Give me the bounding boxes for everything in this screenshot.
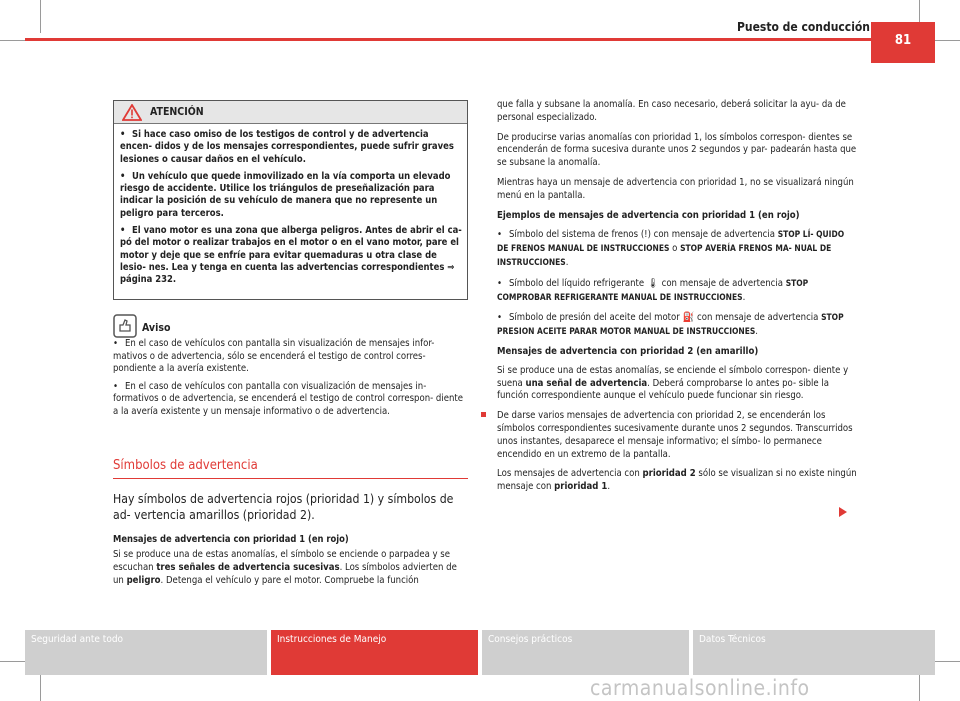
paragraph: Mientras haya un mensaje de advertencia con prioridad 1, no se visualizará ningún menú en la pantalla. [497, 176, 854, 201]
examples-heading: Ejemplos de mensajes de advertencia con prioridad 1 (en rojo) [497, 209, 800, 221]
paragraph: Si se produce una de estas anomalías, se enciende el símbolo correspon- diente y suena una señal de advertencia. Deberá comprobarse lo antes po- sible la función correspondiente aunque el vehículo puede funcionar sin riesgo. [497, 364, 849, 402]
note-item: • En el caso de vehículos con pantalla con visualización de mensajes in- formativos o de advertencia, se encenderá el testigo de control correspon- diente a la avería existente y un mensaje informativo o de advertencia. [113, 380, 464, 417]
section-rule [113, 478, 468, 479]
warning-title: ATENCIÓN [150, 106, 204, 118]
paragraph: que falla y subsane la anomalía. En caso necesario, deberá solicitar la ayu- da de personal especializado. [497, 99, 846, 123]
watermark: carmanualsonline.info [590, 676, 810, 700]
example-oil-pressure: • Símbolo de presión del aceite del motor ⛽ con mensaje de advertencia STOP PRESION ACEITE PARAR MOTOR MANUAL DE INSTRUCCIONES. [497, 312, 844, 338]
right-column [497, 99, 857, 501]
paragraph: Los mensajes de advertencia con prioridad 2 sólo se visualizan si no existe ningún mensaje con prioridad 1. [497, 468, 857, 493]
warning-header [114, 101, 467, 124]
priority1-heading: Mensajes de advertencia con prioridad 1 (en rojo) [113, 534, 349, 545]
section-intro: Hay símbolos de advertencia rojos (prioridad 1) y símbolos de ad- vertencia amarillos (prioridad 2). [113, 492, 454, 522]
warning-item: • Un vehículo que quede inmovilizado en la vía comporta un elevado riesgo de accidente. Utilice los triángulos de preseñalización para indicar la posición de su vehículo de manera que no represente un peligro para terceros. [120, 170, 451, 219]
priority2-heading: Mensajes de advertencia con prioridad 2 (en amarillo) [497, 345, 759, 357]
brake-system-icon: (!) [640, 229, 651, 241]
page-number: 81 [894, 33, 912, 48]
paragraph: De producirse varias anomalías con prioridad 1, los símbolos correspon- dientes se encenderán de forma sucesiva durante unos 2 segundos y par- padearán hasta que se subsane la anomalía. [497, 131, 857, 169]
footer-tab-consejos[interactable]: Consejos prácticos [482, 630, 689, 675]
warning-item: • El vano motor es una zona que alberga peligros. Antes de abrir el ca- pó del motor o realizar trabajos en el motor o en el vano motor, pare el motor y deje que se enfríe para evitar quemaduras u otra clase de lesio- nes. Lea y tenga en cuenta las advertencias correspondientes ⇒ página 232. [120, 225, 462, 286]
page-number-tab [871, 22, 935, 63]
warning-item: • Si hace caso omiso de los testigos de control y de advertencia encen- didos y de los mensajes correspondientes, puede sufrir graves lesiones o causar daños en el vehículo. [120, 129, 454, 165]
running-header: Puesto de conducción [736, 20, 870, 34]
info-note-icon [113, 314, 137, 338]
end-marker [481, 412, 486, 417]
warning-triangle-icon [122, 104, 142, 121]
coolant-temperature-icon: 🌡 [646, 277, 659, 289]
crop-mark [40, 0, 41, 33]
warning-body [120, 129, 463, 292]
page-reference-link[interactable]: ⇒ página 232. [120, 261, 455, 286]
example-coolant: • Símbolo del líquido refrigerante 🌡 con mensaje de advertencia STOP COMPROBAR REFRIGERANTE MANUAL DE INSTRUCCIONES. [497, 277, 809, 303]
note-title: Aviso [142, 322, 171, 334]
continue-arrow-icon [839, 507, 847, 517]
footer-tab-seguridad[interactable]: Seguridad ante todo [25, 630, 267, 675]
footer-tab-instrucciones[interactable]: Instrucciones de Manejo [271, 630, 478, 675]
warning-box [113, 100, 468, 300]
footer-tab-datos[interactable]: Datos Técnicos [693, 630, 935, 675]
priority1-text: Si se produce una de estas anomalías, el símbolo se enciende o parpadea y se escuchan tres señales de advertencia sucesivas. Los símbolos advierten de un peligro. Detenga el vehículo y pare el motor. Compruebe la función [113, 549, 457, 586]
oil-can-icon: ⛽ [682, 312, 695, 324]
note-item: • En el caso de vehículos con pantalla sin visualización de mensajes infor- mativos o de advertencia, sólo se encenderá el testigo de control corres- pondiente a la avería existente. [113, 338, 435, 374]
header-rule [25, 38, 935, 41]
paragraph: De darse varios mensajes de advertencia con prioridad 2, se encenderán los símbolos correspondientes sucesivamente durante unos 2 segundos. Transcurridos unos instantes, desaparece el mensaje informativo; el símbo- lo permanece encendido en un extremo de la pantalla. [497, 410, 853, 460]
note-body [113, 338, 468, 423]
section-title: Símbolos de advertencia [113, 458, 258, 473]
example-brake: • Símbolo del sistema de frenos (!) con mensaje de advertencia STOP LÍ- QUIDO DE FRENOS MANUAL DE INSTRUCCIONES o STOP AVERÍA FRENOS MA- NUAL DE INSTRUCCIONES. [497, 229, 845, 268]
